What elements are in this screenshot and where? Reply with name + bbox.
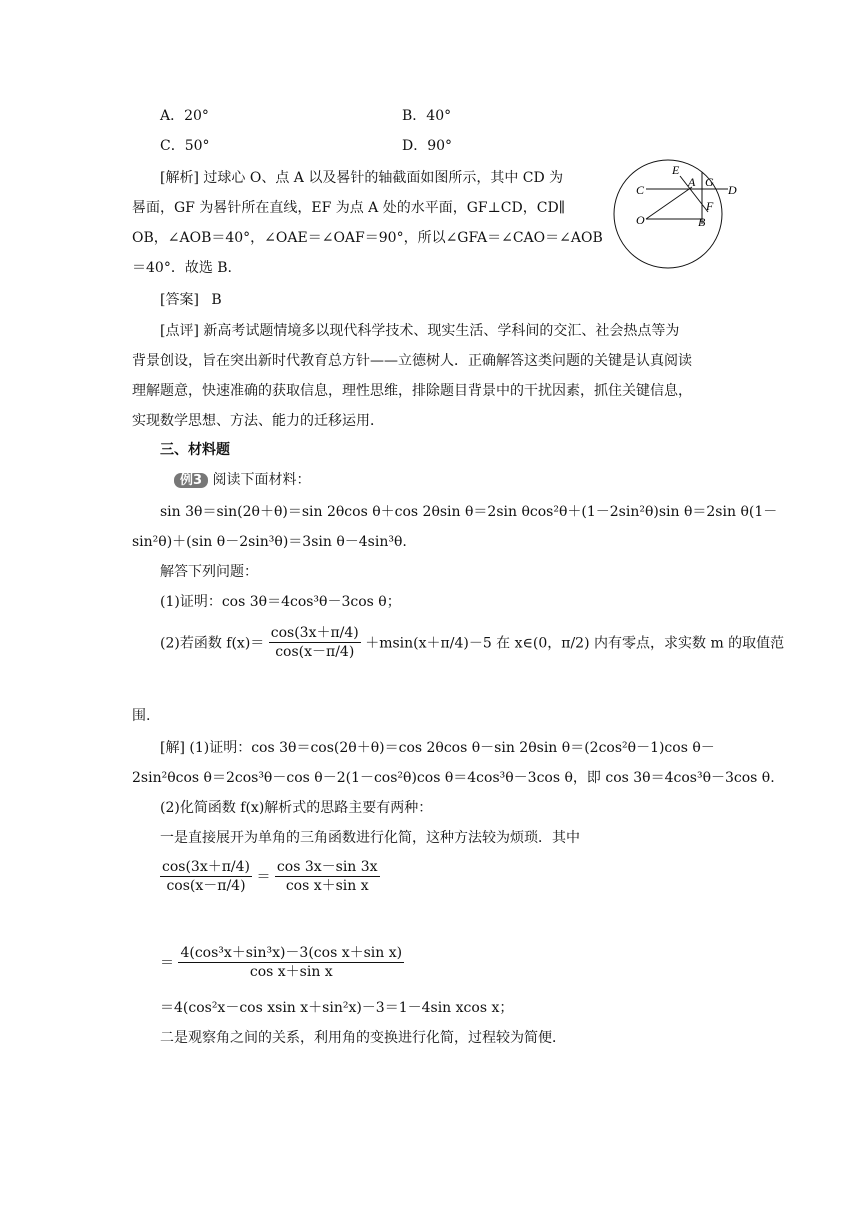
option-c: C．50° — [160, 138, 210, 154]
analysis-line-4: ＝40°．故选 B. — [132, 260, 233, 276]
sundial-figure — [608, 158, 744, 270]
material-line-1: sin 3θ＝sin(2θ＋θ)＝sin 2θcos θ＋cos 2θsin θ＝2sin θcos²θ＋(1－2sin²θ)sin θ＝2sin θ(1－ — [160, 504, 778, 520]
solution-line-1: [解] (1)证明：cos 3θ＝cos(2θ＋θ)＝cos 2θcos θ－sin 2θsin θ＝(2cos²θ－1)cos θ－ — [160, 740, 715, 756]
option-d: D．90° — [402, 138, 453, 154]
label-a: A — [688, 175, 696, 189]
example-intro: 阅读下面材料： — [212, 472, 311, 488]
solution-line-4: 一是直接展开为单角的三角函数进行化简，这种方法较为烦琐．其中 — [160, 830, 580, 846]
eq2-num: 4(cos³x＋sin³x)－3(cos x＋sin x) — [180, 945, 403, 961]
comment-line-4: 实现数学思想、方法、能力的迁移运用． — [132, 413, 384, 429]
answer-tag: [答案] — [160, 292, 199, 308]
questions-prompt: 解答下列问题： — [160, 564, 258, 580]
question-2 — [160, 624, 784, 661]
eq1-rhs — [275, 858, 380, 895]
label-f: F — [706, 199, 714, 213]
q2-denominator: cos(x－π/4) — [275, 644, 355, 660]
comment-line-1: [点评] 新高考试题情境多以现代科学技术、现实生活、学科间的交汇、社会热点等为 — [160, 323, 680, 339]
answer-line — [160, 290, 222, 310]
analysis-line-1: [解析] 过球心 O、点 A 以及晷针的轴截面如图所示，其中 CD 为 — [160, 170, 564, 186]
label-d: D — [728, 183, 737, 197]
comment-tag: [点评] — [160, 323, 199, 339]
comment-line-2: 背景创设，旨在突出新时代教育总方针——立德树人．正确解答这类问题的关键是认真阅读 — [132, 353, 692, 369]
q2-fraction — [269, 624, 361, 661]
eq2-fraction — [178, 944, 404, 981]
eq1-lhs-num: cos(3x＋π/4) — [162, 859, 251, 875]
label-o: O — [636, 213, 645, 227]
question-1: (1)证明：cos 3θ＝4cos³θ－3cos θ； — [160, 594, 401, 610]
comment-line-3: 理解题意，快速准确的获取信息，理性思维，排除题目背景中的干扰因素，抓住关键信息， — [132, 383, 692, 399]
label-c: C — [636, 183, 645, 197]
option-b: B．40° — [402, 108, 452, 124]
solution-line-2: 2sin²θcos θ＝2cos³θ－cos θ－2(1－cos²θ)cos θ＝4cos³θ－3cos θ，即 cos 3θ＝4cos³θ－3cos θ. — [132, 770, 775, 786]
q2-numerator: cos(3x＋π/4) — [270, 625, 359, 641]
example-line — [174, 470, 311, 491]
q2-prefix: (2)若函数 f(x)＝ — [160, 635, 265, 652]
section-title: 三、材料题 — [160, 442, 230, 458]
equation-3: ＝4(cos²x－cos xsin x＋sin²x)－3＝1－4sin xcos x； — [160, 1000, 514, 1016]
analysis-tag: [解析] — [160, 170, 199, 186]
q2-middle: ＋msin(x＋π/4)－5 在 x∈(0，π/2) — [365, 635, 590, 652]
analysis-line-3: OB，∠AOB＝40°，∠OAE＝∠OAF＝90°，所以∠GFA＝∠CAO＝∠AOB — [132, 230, 603, 246]
label-g: G — [705, 175, 714, 189]
equation-2: ＝ $\frac{\text{4(cos³x＋sin³x)－3(cos x＋sin x)}}{\text{cos x＋sin x}}$ — [160, 945, 403, 980]
solution-line-3: (2)化简函数 f(x)解析式的思路主要有两种： — [160, 800, 433, 816]
option-a: A．20° — [160, 108, 209, 124]
label-b: B — [698, 215, 706, 229]
solution-tag: [解] — [160, 740, 185, 756]
example-tag: 例3 — [174, 473, 208, 488]
label-e: E — [672, 163, 680, 177]
eq2-den: cos x＋sin x — [249, 964, 333, 980]
analysis-line-2: 晷面，GF 为晷针所在直线，EF 为点 A 处的水平面，GF⊥CD，CD∥ — [132, 200, 566, 216]
eq1-lhs-den: cos(x－π/4) — [166, 878, 246, 894]
question-2-end: 围. — [132, 708, 151, 724]
solution-line-5: 二是观察角之间的关系，利用角的变换进行化简，过程较为简便． — [160, 1030, 566, 1046]
answer-value: B — [211, 292, 222, 308]
eq1-rhs-den: cos x＋sin x — [285, 878, 369, 894]
line-oa — [646, 187, 692, 219]
material-line-2: sin²θ)＋(sin θ－2sin³θ)＝3sin θ－4sin³θ. — [132, 534, 407, 550]
eq1-rhs-num: cos 3x－sin 3x — [276, 859, 378, 875]
q2-suffix: 内有零点，求实数 m 的取值范 — [594, 635, 785, 652]
equation-1: $\frac{\cos(3x+\pi/4)}{\cos(x-\pi/4)}$ ＝ $\frac{\cos 3x-\sin 3x}{\text{cos x＋sin x}}$ — [162, 859, 378, 894]
eq1-lhs — [160, 858, 252, 895]
